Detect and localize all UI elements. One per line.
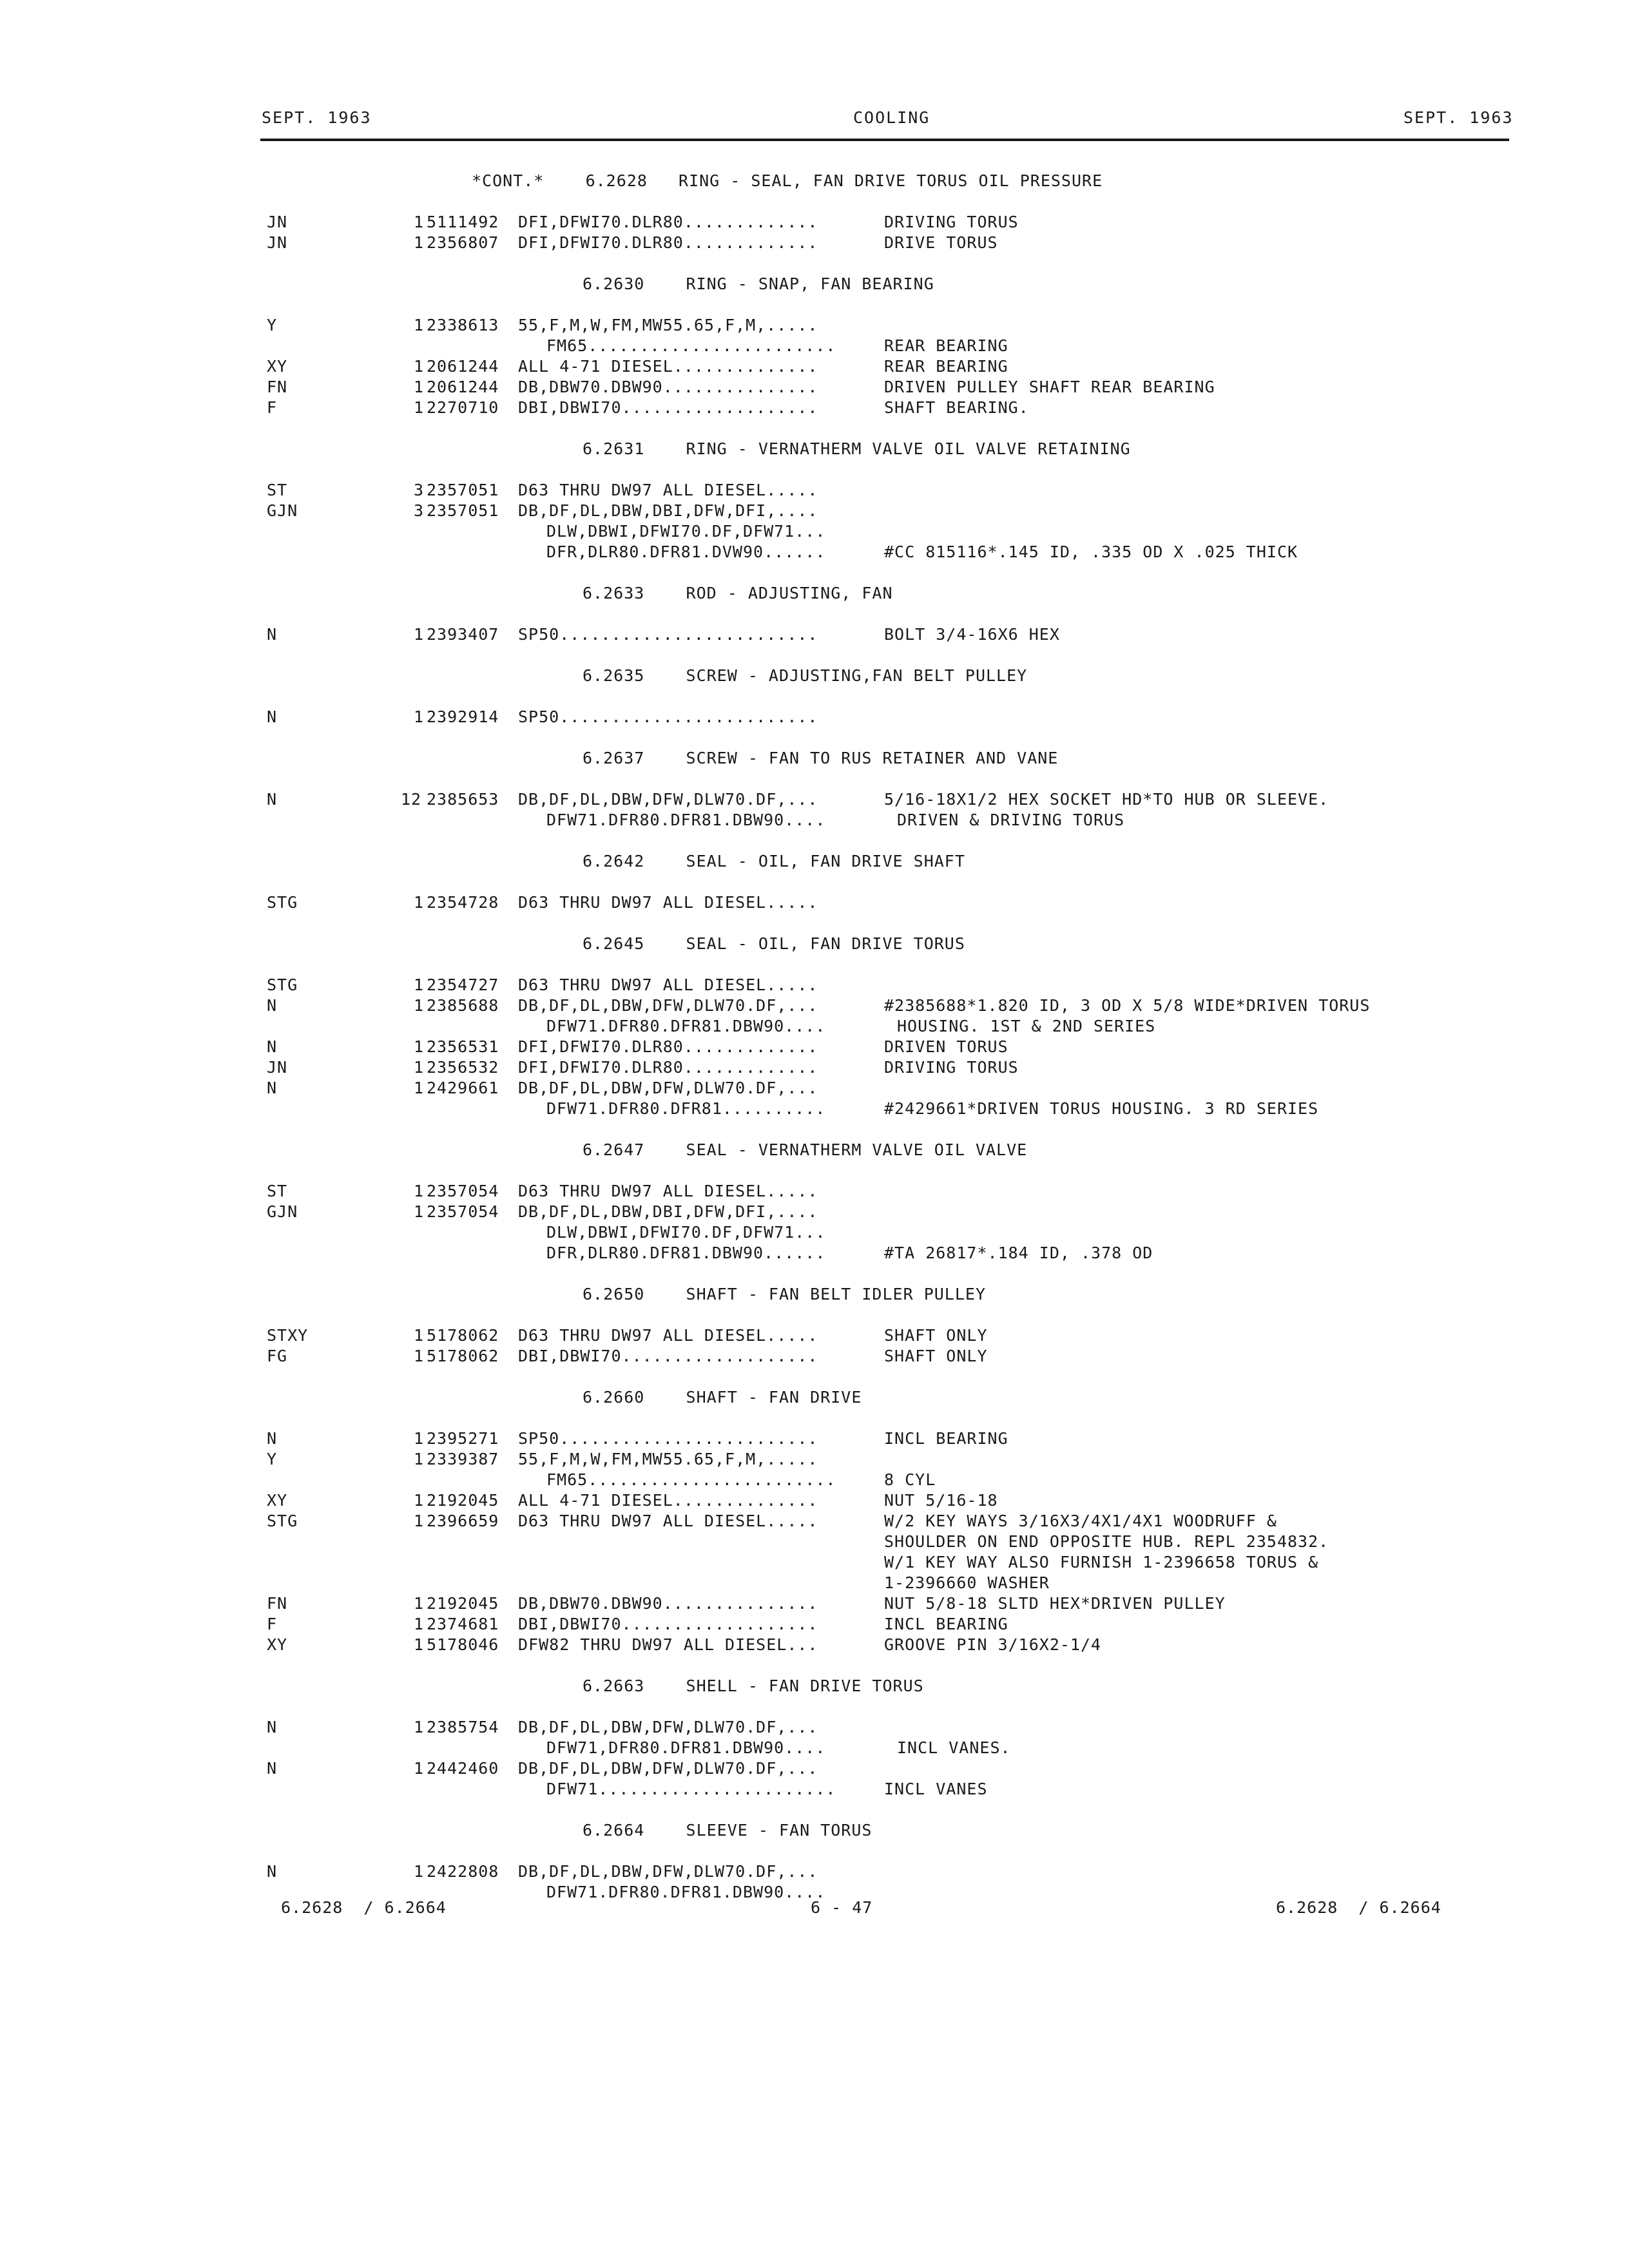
part-row: [0, 1780, 1629, 1800]
application: DB,DF,DL,DBW,DBI,DFW,DFI,....: [518, 1202, 818, 1221]
part-row: [0, 1037, 1629, 1058]
application: DBI,DBWI70...................: [518, 1347, 818, 1365]
model-code: STXY: [267, 1326, 309, 1345]
quantity: 1: [414, 1635, 425, 1654]
part-row: [0, 707, 1629, 728]
part-row: [0, 996, 1629, 1017]
description: SHAFT ONLY: [884, 1326, 988, 1345]
application: DB,DF,DL,DBW,DBI,DFW,DFI,....: [518, 501, 818, 520]
application-continued: DFR,DLR80.DFR81.DVW90......: [546, 543, 826, 561]
application: SP50.........................: [518, 1429, 818, 1448]
part-row: [0, 1099, 1629, 1120]
application: 55,F,M,W,FM,MW55.65,F,M,.....: [518, 1450, 818, 1468]
model-code: FN: [267, 1594, 288, 1613]
section-title: 6.2630 RING - SNAP, FAN BEARING: [583, 274, 934, 293]
section-heading: [0, 1388, 1629, 1408]
part-row: [0, 975, 1629, 996]
part-row: [0, 481, 1629, 501]
header-rule: [260, 139, 1509, 141]
model-code: GJN: [267, 501, 298, 520]
model-code: ST: [267, 481, 288, 499]
section-title: 6.2642 SEAL - OIL, FAN DRIVE SHAFT: [583, 852, 965, 870]
part-row: [0, 1470, 1629, 1491]
application: DFI,DFWI70.DLR80.............: [518, 213, 818, 231]
application-continued: DFR,DLR80.DFR81.DBW90......: [546, 1244, 826, 1262]
model-code: XY: [267, 357, 288, 376]
description: NUT 5/8-18 SLTD HEX*DRIVEN PULLEY: [884, 1594, 1226, 1613]
model-code: JN: [267, 1058, 288, 1077]
part-number: 2357051: [427, 501, 499, 520]
model-code: FN: [267, 378, 288, 396]
part-number: 2270710: [427, 398, 499, 417]
part-row: [0, 893, 1629, 914]
quantity: 1: [414, 1862, 425, 1881]
quantity: 1: [414, 1512, 425, 1530]
section-heading: [0, 852, 1629, 872]
section-title: 6.2650 SHAFT - FAN BELT IDLER PULLEY: [583, 1285, 986, 1303]
header-date-right: SEPT. 1963: [1403, 108, 1514, 127]
part-number: 2061244: [427, 357, 499, 376]
application: DBI,DBWI70...................: [518, 1615, 818, 1633]
quantity: 1: [414, 357, 425, 376]
model-code: N: [267, 996, 278, 1015]
part-number: 2392914: [427, 707, 499, 726]
quantity: 1: [414, 996, 425, 1015]
model-code: N: [267, 1079, 278, 1097]
section-heading: [0, 666, 1629, 687]
description: SHAFT ONLY: [884, 1347, 988, 1365]
application-continued: FM65........................: [546, 336, 836, 355]
part-row: [0, 1223, 1629, 1244]
application: D63 THRU DW97 ALL DIESEL.....: [518, 1326, 818, 1345]
application: 55,F,M,W,FM,MW55.65,F,M,.....: [518, 316, 818, 334]
application-continued: DFW71.......................: [546, 1780, 836, 1798]
quantity: 1: [414, 1202, 425, 1221]
application: SP50.........................: [518, 707, 818, 726]
part-number: 2354728: [427, 893, 499, 912]
footer-range-right: 6.2628 / 6.2664: [1276, 1898, 1441, 1917]
part-number: 5111492: [427, 213, 499, 231]
part-row: [0, 1058, 1629, 1079]
application: DB,DF,DL,DBW,DFW,DLW70.DF,...: [518, 1759, 818, 1778]
description: INCL VANES: [884, 1780, 988, 1798]
part-row: [0, 1429, 1629, 1450]
quantity: 1: [414, 233, 425, 252]
model-code: STG: [267, 975, 298, 994]
application: ALL 4-71 DIESEL..............: [518, 357, 818, 376]
part-number: 2374681: [427, 1615, 499, 1633]
part-row: [0, 625, 1629, 646]
application: DFI,DFWI70.DLR80.............: [518, 1058, 818, 1077]
description: DRIVING TORUS: [884, 1058, 1019, 1077]
description: SHOULDER ON END OPPOSITE HUB. REPL 2354832.: [884, 1532, 1329, 1551]
quantity: 1: [414, 1347, 425, 1365]
quantity: 1: [414, 1450, 425, 1468]
model-code: XY: [267, 1491, 288, 1510]
description: HOUSING. 1ST & 2ND SERIES: [897, 1017, 1156, 1035]
application-continued: DLW,DBWI,DFWI70.DF,DFW71...: [546, 522, 826, 541]
part-number: 2354727: [427, 975, 499, 994]
model-code: Y: [267, 316, 278, 334]
part-row: [0, 1182, 1629, 1202]
part-row: [0, 811, 1629, 831]
part-number: 2357054: [427, 1182, 499, 1200]
model-code: F: [267, 1615, 278, 1633]
description: 1-2396660 WASHER: [884, 1573, 1050, 1592]
description: SHAFT BEARING.: [884, 398, 1029, 417]
part-number: 2395271: [427, 1429, 499, 1448]
application-continued: DFW71.DFR80.DFR81..........: [546, 1099, 826, 1118]
section-heading: [0, 584, 1629, 604]
part-row: [0, 1326, 1629, 1347]
section-heading: [0, 171, 1629, 192]
model-code: FG: [267, 1347, 288, 1365]
application: DB,DBW70.DBW90...............: [518, 378, 818, 396]
description: DRIVEN TORUS: [884, 1037, 1008, 1056]
description: DRIVEN & DRIVING TORUS: [897, 811, 1125, 829]
part-number: 2338613: [427, 316, 499, 334]
quantity: 1: [414, 1079, 425, 1097]
model-code: N: [267, 1037, 278, 1056]
quantity: 3: [414, 481, 425, 499]
application: DB,DF,DL,DBW,DFW,DLW70.DF,...: [518, 996, 818, 1015]
description: 5/16-18X1/2 HEX SOCKET HD*TO HUB OR SLEEVE.: [884, 790, 1329, 809]
model-code: JN: [267, 213, 288, 231]
part-number: 2385754: [427, 1718, 499, 1736]
section-title: 6.2663 SHELL - FAN DRIVE TORUS: [583, 1677, 924, 1695]
application-continued: DLW,DBWI,DFWI70.DF,DFW71...: [546, 1223, 826, 1242]
model-code: N: [267, 1759, 278, 1778]
description: REAR BEARING: [884, 336, 1008, 355]
part-row: [0, 1738, 1629, 1759]
description: DRIVE TORUS: [884, 233, 998, 252]
footer-range-left: 6.2628 / 6.2664: [281, 1898, 447, 1917]
part-row: [0, 1635, 1629, 1656]
application: DBI,DBWI70...................: [518, 398, 818, 417]
part-row: [0, 1512, 1629, 1532]
part-row: [0, 1450, 1629, 1470]
description: DRIVEN PULLEY SHAFT REAR BEARING: [884, 378, 1215, 396]
quantity: 1: [414, 1182, 425, 1200]
model-code: STG: [267, 893, 298, 912]
section-heading: [0, 1285, 1629, 1305]
part-number: 2422808: [427, 1862, 499, 1881]
model-code: ST: [267, 1182, 288, 1200]
section-title: 6.2647 SEAL - VERNATHERM VALVE OIL VALVE: [583, 1140, 1028, 1159]
part-row: [0, 233, 1629, 254]
model-code: GJN: [267, 1202, 298, 1221]
quantity: 1: [414, 1037, 425, 1056]
part-number: 2061244: [427, 378, 499, 396]
application: DB,DF,DL,DBW,DFW,DLW70.DF,...: [518, 790, 818, 809]
application: D63 THRU DW97 ALL DIESEL.....: [518, 481, 818, 499]
model-code: N: [267, 790, 278, 809]
header-section-title: COOLING: [853, 108, 930, 127]
description: #2429661*DRIVEN TORUS HOUSING. 3 RD SERIES: [884, 1099, 1319, 1118]
application: ALL 4-71 DIESEL..............: [518, 1491, 818, 1510]
section-heading: [0, 1821, 1629, 1841]
quantity: 1: [414, 398, 425, 417]
application: DB,DF,DL,DBW,DFW,DLW70.DF,...: [518, 1079, 818, 1097]
description: INCL BEARING: [884, 1615, 1008, 1633]
section-heading: [0, 934, 1629, 955]
description: DRIVING TORUS: [884, 213, 1019, 231]
section-heading: [0, 1140, 1629, 1161]
part-row: [0, 1244, 1629, 1264]
section-title: 6.2635 SCREW - ADJUSTING,FAN BELT PULLEY: [583, 666, 1028, 685]
quantity: 1: [414, 625, 425, 644]
part-row: [0, 213, 1629, 233]
part-number: 2357054: [427, 1202, 499, 1221]
part-number: 2356807: [427, 233, 499, 252]
part-number: 2385688: [427, 996, 499, 1015]
description: #CC 815116*.145 ID, .335 OD X .025 THICK: [884, 543, 1298, 561]
quantity: 1: [414, 1759, 425, 1778]
part-row: [0, 316, 1629, 336]
part-row: [0, 1862, 1629, 1883]
quantity: 1: [414, 975, 425, 994]
parts-list: [0, 171, 1629, 1924]
part-number: 2396659: [427, 1512, 499, 1530]
model-code: JN: [267, 233, 288, 252]
quantity: 1: [414, 1058, 425, 1077]
part-number: 5178062: [427, 1326, 499, 1345]
description: #TA 26817*.184 ID, .378 OD: [884, 1244, 1153, 1262]
model-code: N: [267, 1862, 278, 1881]
part-number: 2385653: [427, 790, 499, 809]
description: W/2 KEY WAYS 3/16X3/4X1/4X1 WOODRUFF &: [884, 1512, 1277, 1530]
description: #2385688*1.820 ID, 3 OD X 5/8 WIDE*DRIVEN TORUS: [884, 996, 1371, 1015]
part-number: 5178046: [427, 1635, 499, 1654]
part-number: 5178062: [427, 1347, 499, 1365]
quantity: 1: [414, 1491, 425, 1510]
part-row: [0, 522, 1629, 543]
section-title: 6.2660 SHAFT - FAN DRIVE: [583, 1388, 862, 1407]
part-row: [0, 378, 1629, 398]
application: DFW82 THRU DW97 ALL DIESEL...: [518, 1635, 818, 1654]
description: NUT 5/16-18: [884, 1491, 998, 1510]
header-date-left: SEPT. 1963: [262, 108, 372, 127]
part-number: 2393407: [427, 625, 499, 644]
section-title: 6.2633 ROD - ADJUSTING, FAN: [583, 584, 893, 602]
section-title: 6.2664 SLEEVE - FAN TORUS: [583, 1821, 872, 1840]
part-row: [0, 790, 1629, 811]
part-row: [0, 543, 1629, 563]
description: REAR BEARING: [884, 357, 1008, 376]
quantity: 1: [414, 893, 425, 912]
part-row: [0, 398, 1629, 419]
part-number: 2429661: [427, 1079, 499, 1097]
part-row: [0, 357, 1629, 378]
application-continued: FM65........................: [546, 1470, 836, 1489]
model-code: Y: [267, 1450, 278, 1468]
section-title: 6.2645 SEAL - OIL, FAN DRIVE TORUS: [583, 934, 965, 953]
model-code: N: [267, 625, 278, 644]
model-code: N: [267, 1718, 278, 1736]
part-row: [0, 501, 1629, 522]
part-number: 2339387: [427, 1450, 499, 1468]
application-continued: DFW71.DFR80.DFR81.DBW90....: [546, 1017, 826, 1035]
application: SP50.........................: [518, 625, 818, 644]
description: INCL VANES.: [897, 1738, 1011, 1757]
part-number: 2356532: [427, 1058, 499, 1077]
part-number: 2356531: [427, 1037, 499, 1056]
quantity: 1: [414, 1326, 425, 1345]
application: D63 THRU DW97 ALL DIESEL.....: [518, 1182, 818, 1200]
quantity: 1: [414, 1615, 425, 1633]
part-number: 2192045: [427, 1491, 499, 1510]
section-heading: [0, 749, 1629, 769]
application: D63 THRU DW97 ALL DIESEL.....: [518, 975, 818, 994]
quantity: 1: [414, 316, 425, 334]
model-code: F: [267, 398, 278, 417]
section-title: 6.2631 RING - VERNATHERM VALVE OIL VALVE RETAINING: [583, 439, 1131, 458]
application: D63 THRU DW97 ALL DIESEL.....: [518, 893, 818, 912]
application-continued: DFW71.DFR80.DFR81.DBW90....: [546, 811, 826, 829]
part-row: [0, 1491, 1629, 1512]
part-row: [0, 1079, 1629, 1099]
section-title: *CONT.* 6.2628 RING - SEAL, FAN DRIVE TORUS OIL PRESSURE: [472, 171, 1103, 190]
quantity: 1: [414, 707, 425, 726]
section-heading: [0, 274, 1629, 295]
part-row: [0, 1718, 1629, 1738]
part-row: [0, 1553, 1629, 1573]
part-row: [0, 1759, 1629, 1780]
part-row: [0, 1532, 1629, 1553]
page-number: 6 - 47: [811, 1898, 873, 1917]
quantity: 1: [414, 1429, 425, 1448]
part-number: 2357051: [427, 481, 499, 499]
part-row: [0, 1017, 1629, 1037]
part-number: 2442460: [427, 1759, 499, 1778]
part-row: [0, 1347, 1629, 1367]
description: 8 CYL: [884, 1470, 936, 1489]
part-row: [0, 1573, 1629, 1594]
application: DB,DBW70.DBW90...............: [518, 1594, 818, 1613]
part-row: [0, 336, 1629, 357]
quantity: 12: [401, 790, 422, 809]
part-row: [0, 1594, 1629, 1615]
model-code: N: [267, 1429, 278, 1448]
section-title: 6.2637 SCREW - FAN TO RUS RETAINER AND VANE: [583, 749, 1059, 767]
model-code: N: [267, 707, 278, 726]
application: DB,DF,DL,DBW,DFW,DLW70.DF,...: [518, 1718, 818, 1736]
description: W/1 KEY WAY ALSO FURNISH 1-2396658 TORUS &: [884, 1553, 1319, 1571]
part-row: [0, 1615, 1629, 1635]
description: INCL BEARING: [884, 1429, 1008, 1448]
description: GROOVE PIN 3/16X2-1/4: [884, 1635, 1102, 1654]
description: BOLT 3/4-16X6 HEX: [884, 625, 1060, 644]
quantity: 1: [414, 1594, 425, 1613]
application: DFI,DFWI70.DLR80.............: [518, 233, 818, 252]
application: DB,DF,DL,DBW,DFW,DLW70.DF,...: [518, 1862, 818, 1881]
part-number: 2192045: [427, 1594, 499, 1613]
section-heading: [0, 439, 1629, 460]
application: DFI,DFWI70.DLR80.............: [518, 1037, 818, 1056]
quantity: 3: [414, 501, 425, 520]
application-continued: DFW71.DFR80.DFR81.DBW90....: [546, 1883, 826, 1901]
application-continued: DFW71,DFR80.DFR81.DBW90....: [546, 1738, 826, 1757]
model-code: XY: [267, 1635, 288, 1654]
section-heading: [0, 1677, 1629, 1697]
application: D63 THRU DW97 ALL DIESEL.....: [518, 1512, 818, 1530]
part-row: [0, 1202, 1629, 1223]
quantity: 1: [414, 378, 425, 396]
quantity: 1: [414, 1718, 425, 1736]
model-code: STG: [267, 1512, 298, 1530]
quantity: 1: [414, 213, 425, 231]
